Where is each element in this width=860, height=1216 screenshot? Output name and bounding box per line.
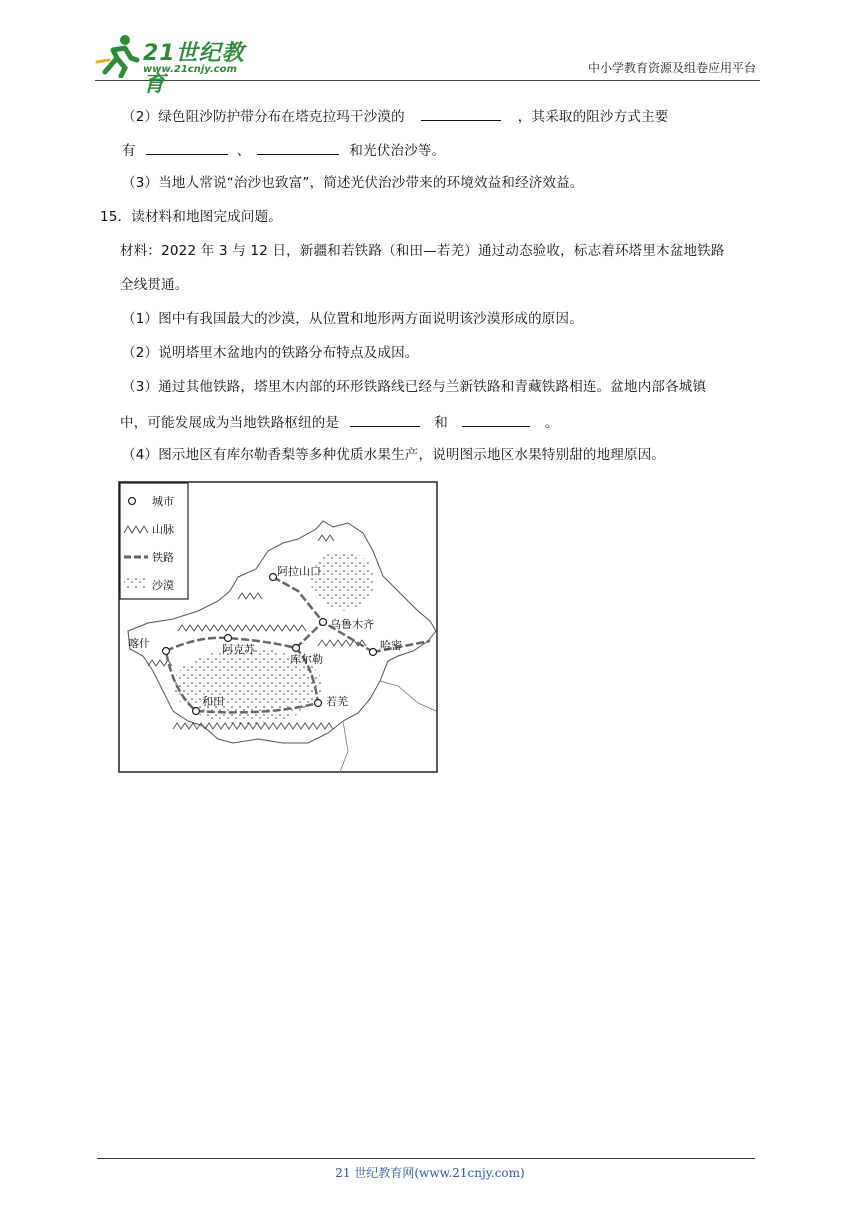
city-label-korla: 库尔勒 xyxy=(290,653,323,666)
answer-blank[interactable] xyxy=(421,106,501,121)
q15-part3-line2 xyxy=(120,412,559,432)
city-label-ruoqiang: 若羌 xyxy=(326,695,348,708)
q15-part4: （4）图示地区有库尔勒香梨等多种优质水果生产，说明图示地区水果特别甜的地理原因。 xyxy=(122,447,666,463)
q15-part3-line1: （3）通过其他铁路，塔里木内部的环形铁路线已经与兰新铁路和青藏铁路相连。盆地内部各城镇 xyxy=(122,379,707,395)
runner-logo-icon xyxy=(95,32,141,78)
site-logo xyxy=(95,32,265,97)
q14-p2-text-a: （2）绿色阻沙防护带分布在塔克拉玛干沙漠的 xyxy=(122,109,405,125)
city-label-hami: 哈密 xyxy=(380,639,402,652)
legend-mountain-label: 山脉 xyxy=(152,523,174,536)
q14-part2-line2 xyxy=(122,140,445,160)
logo-url: www.21cnjy.com xyxy=(143,64,237,75)
q15-part2: （2）说明塔里木盆地内的铁路分布特点及成因。 xyxy=(122,345,419,361)
q14-p2-text-d: 、 xyxy=(236,143,251,159)
map-legend xyxy=(120,483,188,599)
q14-part3: （3）当地人常说“治沙也致富”，简述光伏治沙带来的环境效益和经济效益。 xyxy=(122,175,584,191)
page-header xyxy=(95,28,760,97)
q15-p3-text-b: 中，可能发展成为当地铁路枢纽的是 xyxy=(120,415,340,431)
q14-p2-text-c: 有 xyxy=(122,143,136,159)
footer-divider xyxy=(97,1158,755,1159)
header-platform-title: 中小学教育资源及组卷应用平台 xyxy=(587,61,756,75)
city-label-urumqi: 乌鲁木齐 xyxy=(330,618,374,631)
legend-railway-label: 铁路 xyxy=(152,551,174,564)
gurbantunggut-desert xyxy=(311,551,375,611)
city-label-aksu: 阿克苏 xyxy=(222,643,255,656)
q15-p3-text-d: 。 xyxy=(544,415,559,431)
answer-blank[interactable] xyxy=(146,140,228,155)
q14-p2-text-e: 和光伏治沙等。 xyxy=(349,143,446,159)
xinjiang-railway-map xyxy=(118,481,438,773)
city-label-kashgar: 喀什 xyxy=(128,637,150,650)
legend-desert-icon xyxy=(124,577,146,589)
q14-p2-text-b: ，其采取的阻沙方式主要 xyxy=(517,109,669,125)
city-label-hotan: 和田 xyxy=(202,695,224,708)
legend-desert-label: 沙漠 xyxy=(152,579,174,592)
page-footer: 21 世纪教育网(www.21cnjy.com) xyxy=(335,1166,525,1180)
q15-p3-text-c: 和 xyxy=(434,415,448,431)
q15-material-line2: 全线贯通。 xyxy=(120,277,189,293)
answer-blank[interactable] xyxy=(257,140,339,155)
q14-part2-line1 xyxy=(122,106,669,126)
city-label-alashankou: 阿拉山口 xyxy=(277,565,321,578)
q15-part1: （1）图中有我国最大的沙漠，从位置和地形两方面说明该沙漠形成的原因。 xyxy=(122,311,583,327)
legend-city-icon xyxy=(129,498,136,505)
answer-blank[interactable] xyxy=(462,412,530,427)
legend-city-label: 城市 xyxy=(152,495,174,508)
answer-blank[interactable] xyxy=(350,412,420,427)
q15-title: 15．读材料和地图完成问题。 xyxy=(100,209,282,225)
logo-text: 21世纪教育 xyxy=(143,41,245,97)
q15-material-line1: 材料：2022 年 3 与 12 日，新疆和若铁路（和田—若羌）通过动态验收，标志着环塔里木盆地铁路 xyxy=(120,243,725,259)
